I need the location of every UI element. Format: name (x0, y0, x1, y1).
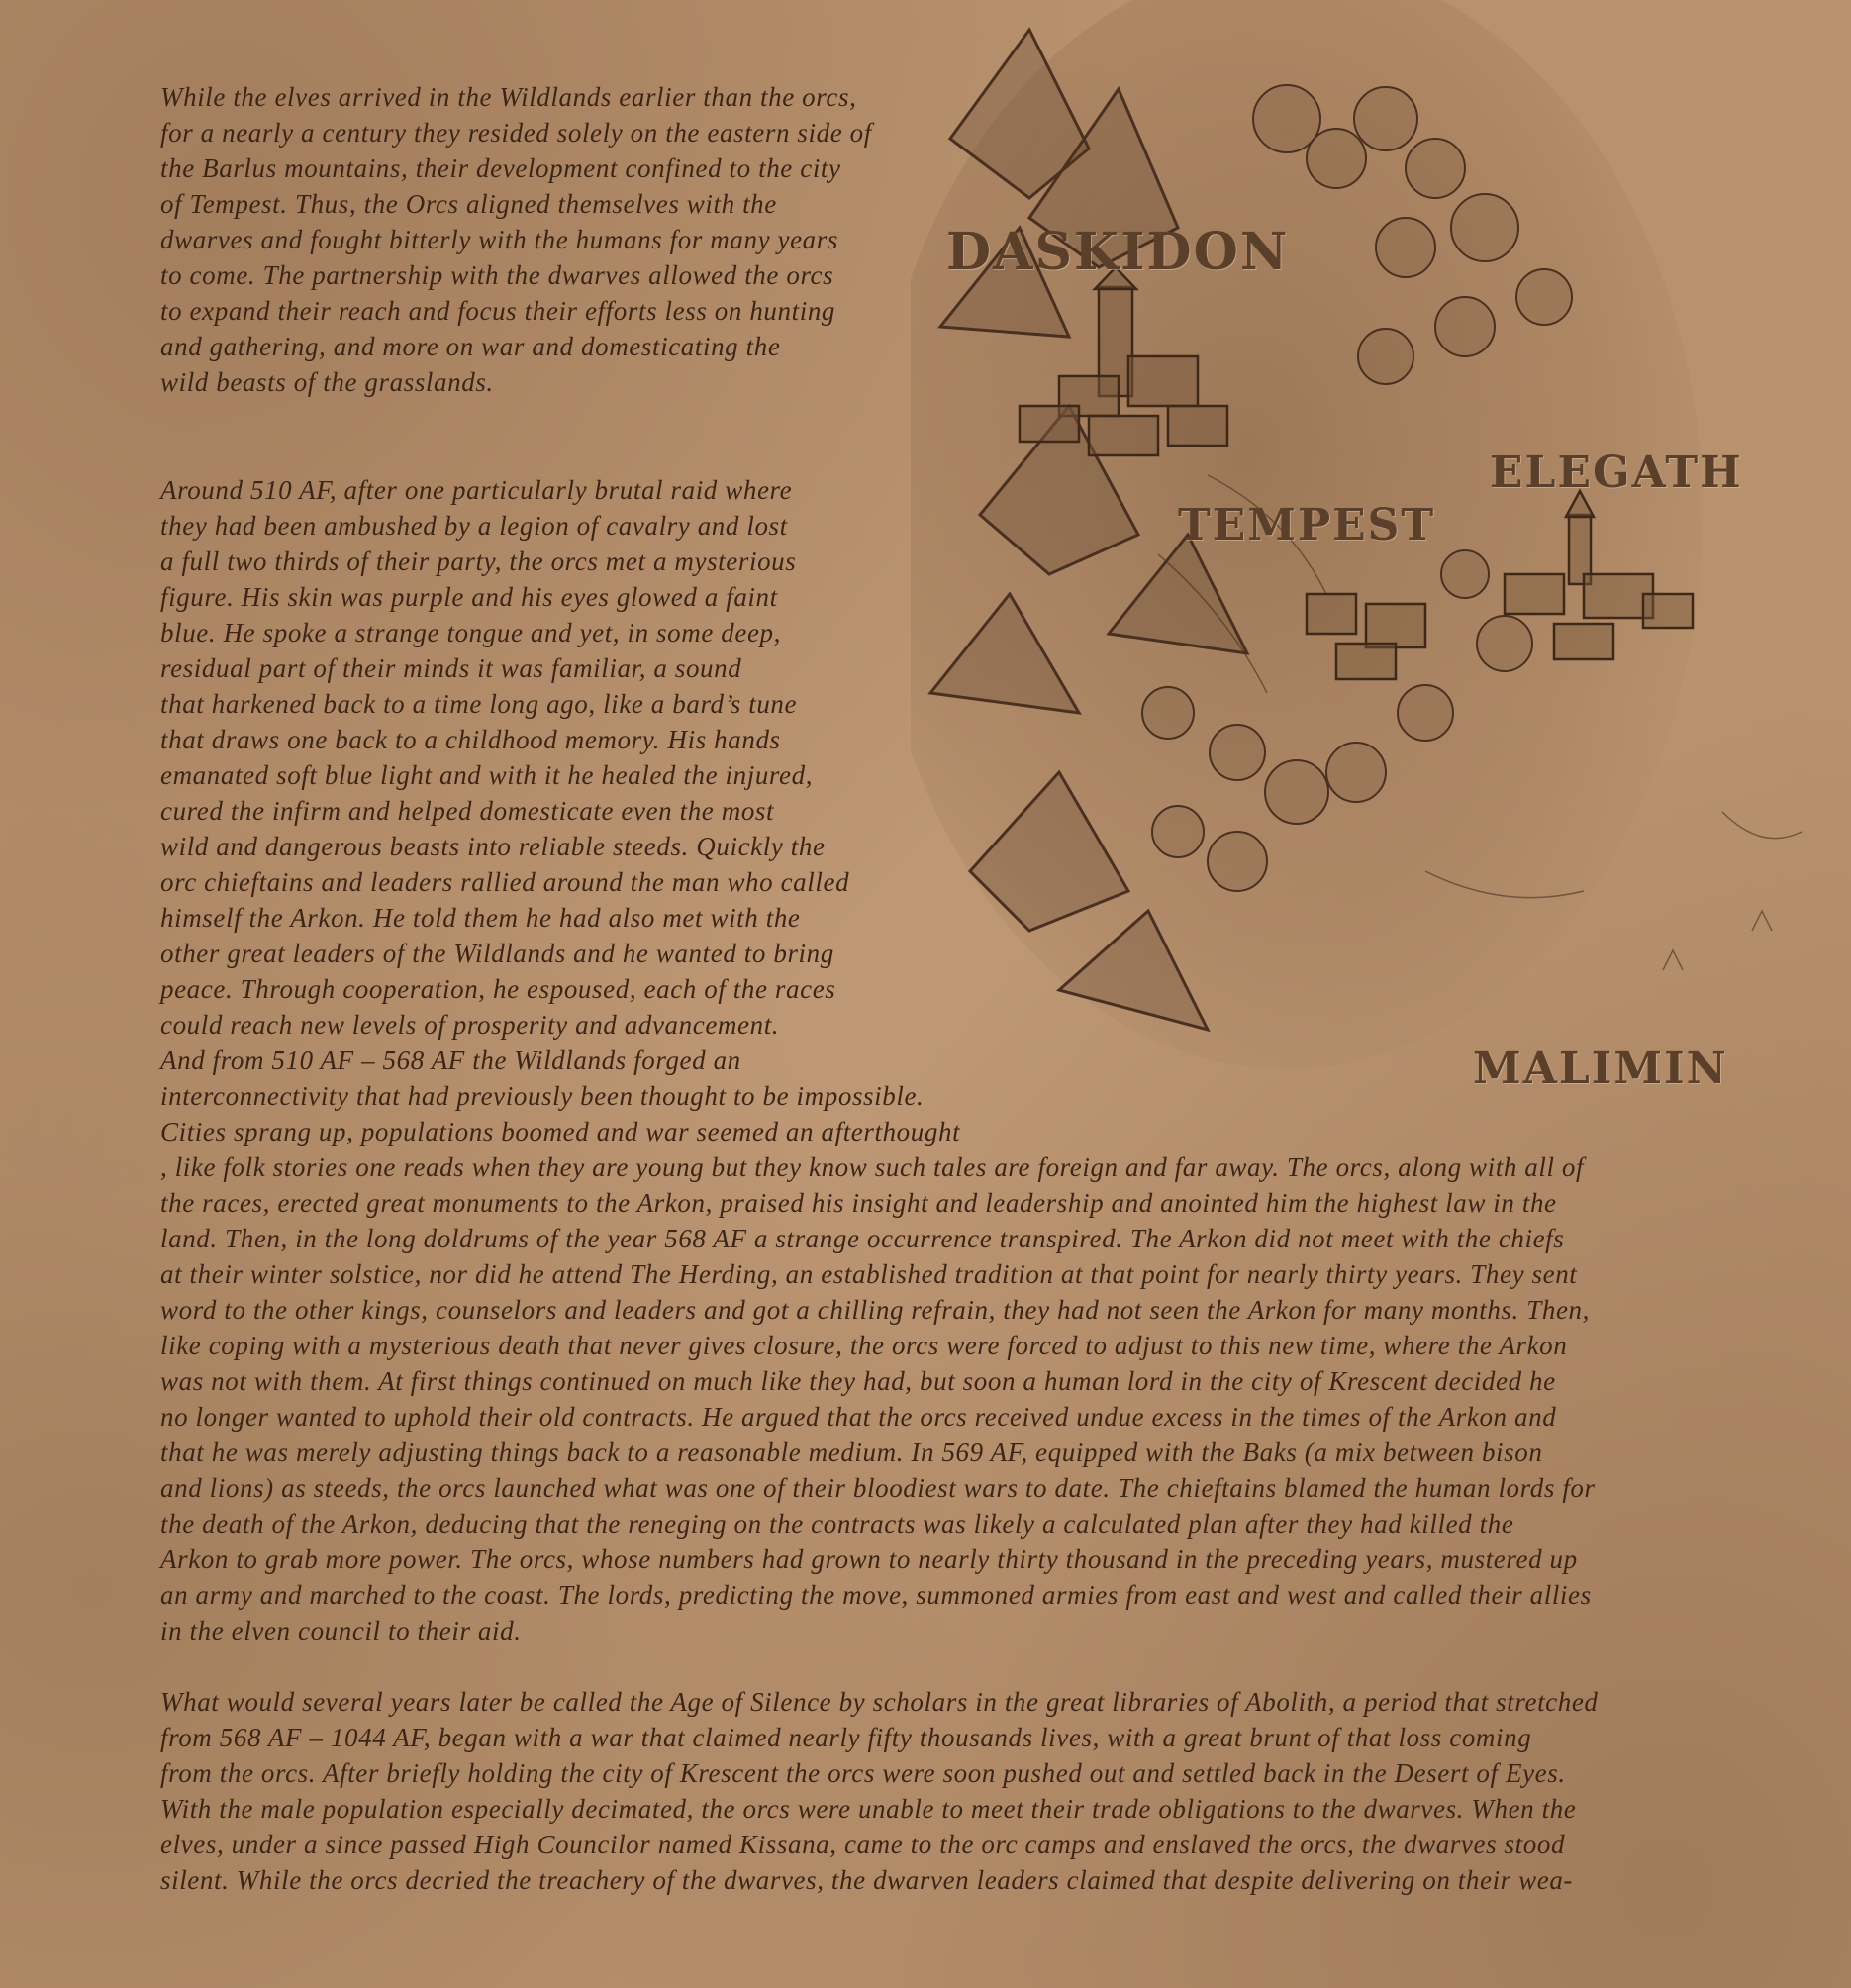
paragraph-arkon (160, 472, 1596, 1648)
text-line: they had been ambushed by a legion of cavalry and lost (160, 511, 788, 541)
text-line: from 568 AF – 1044 AF, began with a war that claimed nearly fifty thousands lives, with a great brunt of that loss coming (160, 1723, 1532, 1752)
text-line: no longer wanted to uphold their old contracts. He argued that the orcs received undue excess in the times of the Arkon and (160, 1402, 1557, 1432)
map-label-daskidon: DASKIDON (946, 222, 1290, 282)
map-label-elegath: ELEGATH (1490, 447, 1743, 498)
text-line: that draws one back to a childhood memory. His hands (160, 725, 781, 754)
text-line: the races, erected great monuments to the Arkon, praised his insight and leadership and anointed him the highest law in the (160, 1188, 1557, 1218)
text-line: wild and dangerous beasts into reliable steeds. Quickly the (160, 832, 826, 861)
text-line: for a nearly a century they resided solely on the eastern side of (160, 118, 872, 148)
text-line: of Tempest. Thus, the Orcs aligned themselves with the (160, 189, 777, 219)
text-line: to expand their reach and focus their efforts less on hunting (160, 296, 836, 326)
text-line: Around 510 AF, after one particularly brutal raid where (160, 475, 793, 505)
text-line: , like folk stories one reads when they are young but they know such tales are foreign and far away. The orcs, along with all of (160, 1152, 1585, 1182)
text-line: a full two thirds of their party, the orcs met a mysterious (160, 547, 797, 576)
text-line: While the elves arrived in the Wildlands earlier than the orcs, (160, 82, 857, 112)
text-line: interconnectivity that had previously been thought to be impossible. (160, 1081, 925, 1111)
text-line: cured the infirm and helped domesticate even the most (160, 796, 775, 826)
text-line: that he was merely adjusting things back to a reasonable medium. In 569 AF, equipped with the Baks (a mix between bison (160, 1438, 1543, 1467)
text-line: Arkon to grab more power. The orcs, whose numbers had grown to nearly thirty thousand in the preceding years, mustered up (160, 1544, 1578, 1574)
text-line: could reach new levels of prosperity and advancement. (160, 1010, 780, 1040)
map-label-tempest: TEMPEST (1178, 500, 1436, 550)
text-line: from the orcs. After briefly holding the city of Krescent the orcs were soon pushed out and settled back in the Desert of Eyes. (160, 1758, 1566, 1788)
text-line: dwarves and fought bitterly with the humans for many years (160, 225, 839, 254)
text-line: figure. His skin was purple and his eyes glowed a faint (160, 582, 778, 612)
text-line: the Barlus mountains, their development confined to the city (160, 153, 841, 183)
text-line: and lions) as steeds, the orcs launched what was one of their bloodiest wars to date. The chieftains blamed the human lords for (160, 1473, 1596, 1503)
text-line: himself the Arkon. He told them he had also met with the (160, 903, 801, 933)
text-line: peace. Through cooperation, he espoused, each of the races (160, 974, 836, 1004)
text-line: Cities sprang up, populations boomed and war seemed an afterthought (160, 1117, 961, 1146)
text-line: other great leaders of the Wildlands and he wanted to bring (160, 939, 834, 968)
text-line: like coping with a mysterious death that never gives closure, the orcs were forced to adjust to this new time, where the Arkon (160, 1331, 1568, 1360)
text-line: With the male population especially decimated, the orcs were unable to meet their trade obligations to the dwarves. When the (160, 1794, 1577, 1824)
text-line: What would several years later be called the Age of Silence by scholars in the great libraries of Abolith, a period that stretched (160, 1687, 1599, 1717)
text-line: emanated soft blue light and with it he healed the injured, (160, 760, 814, 790)
text-line: that harkened back to a time long ago, like a bard’s tune (160, 689, 798, 719)
text-line: elves, under a since passed High Councilor named Kissana, came to the orc camps and enslaved the orcs, the dwarves stood (160, 1830, 1566, 1859)
paragraph-elves-arrival (160, 79, 872, 400)
text-line: an army and marched to the coast. The lords, predicting the move, summoned armies from east and west and called their allies (160, 1580, 1592, 1610)
text-line: blue. He spoke a strange tongue and yet, in some deep, (160, 618, 782, 647)
paragraph-age-of-silence (160, 1684, 1599, 1898)
text-line: residual part of their minds it was familiar, a sound (160, 653, 742, 683)
text-line: silent. While the orcs decried the treachery of the dwarves, the dwarven leaders claimed that despite delivering on their wea- (160, 1865, 1574, 1895)
text-line: orc chieftains and leaders rallied around the man who called (160, 867, 850, 897)
text-line: word to the other kings, counselors and leaders and got a chilling refrain, they had not seen the Arkon for many months. Then, (160, 1295, 1590, 1325)
text-line: And from 510 AF – 568 AF the Wildlands forged an (160, 1045, 741, 1075)
text-line: and gathering, and more on war and domesticating the (160, 332, 781, 361)
text-line: wild beasts of the grasslands. (160, 367, 494, 397)
text-line: land. Then, in the long doldrums of the year 568 AF a strange occurrence transpired. The Arkon did not meet with the chiefs (160, 1224, 1565, 1253)
text-line: to come. The partnership with the dwarves allowed the orcs (160, 260, 834, 290)
text-line: in the elven council to their aid. (160, 1616, 522, 1645)
text-line: was not with them. At first things continued on much like they had, but soon a human lord in the city of Krescent decided he (160, 1366, 1556, 1396)
text-line: at their winter solstice, nor did he attend The Herding, an established tradition at that point for nearly thirty years. They sent (160, 1259, 1578, 1289)
map-label-malimin: MALIMIN (1473, 1044, 1728, 1094)
text-line: the death of the Arkon, deducing that the reneging on the contracts was likely a calculated plan after they had killed the (160, 1509, 1514, 1539)
